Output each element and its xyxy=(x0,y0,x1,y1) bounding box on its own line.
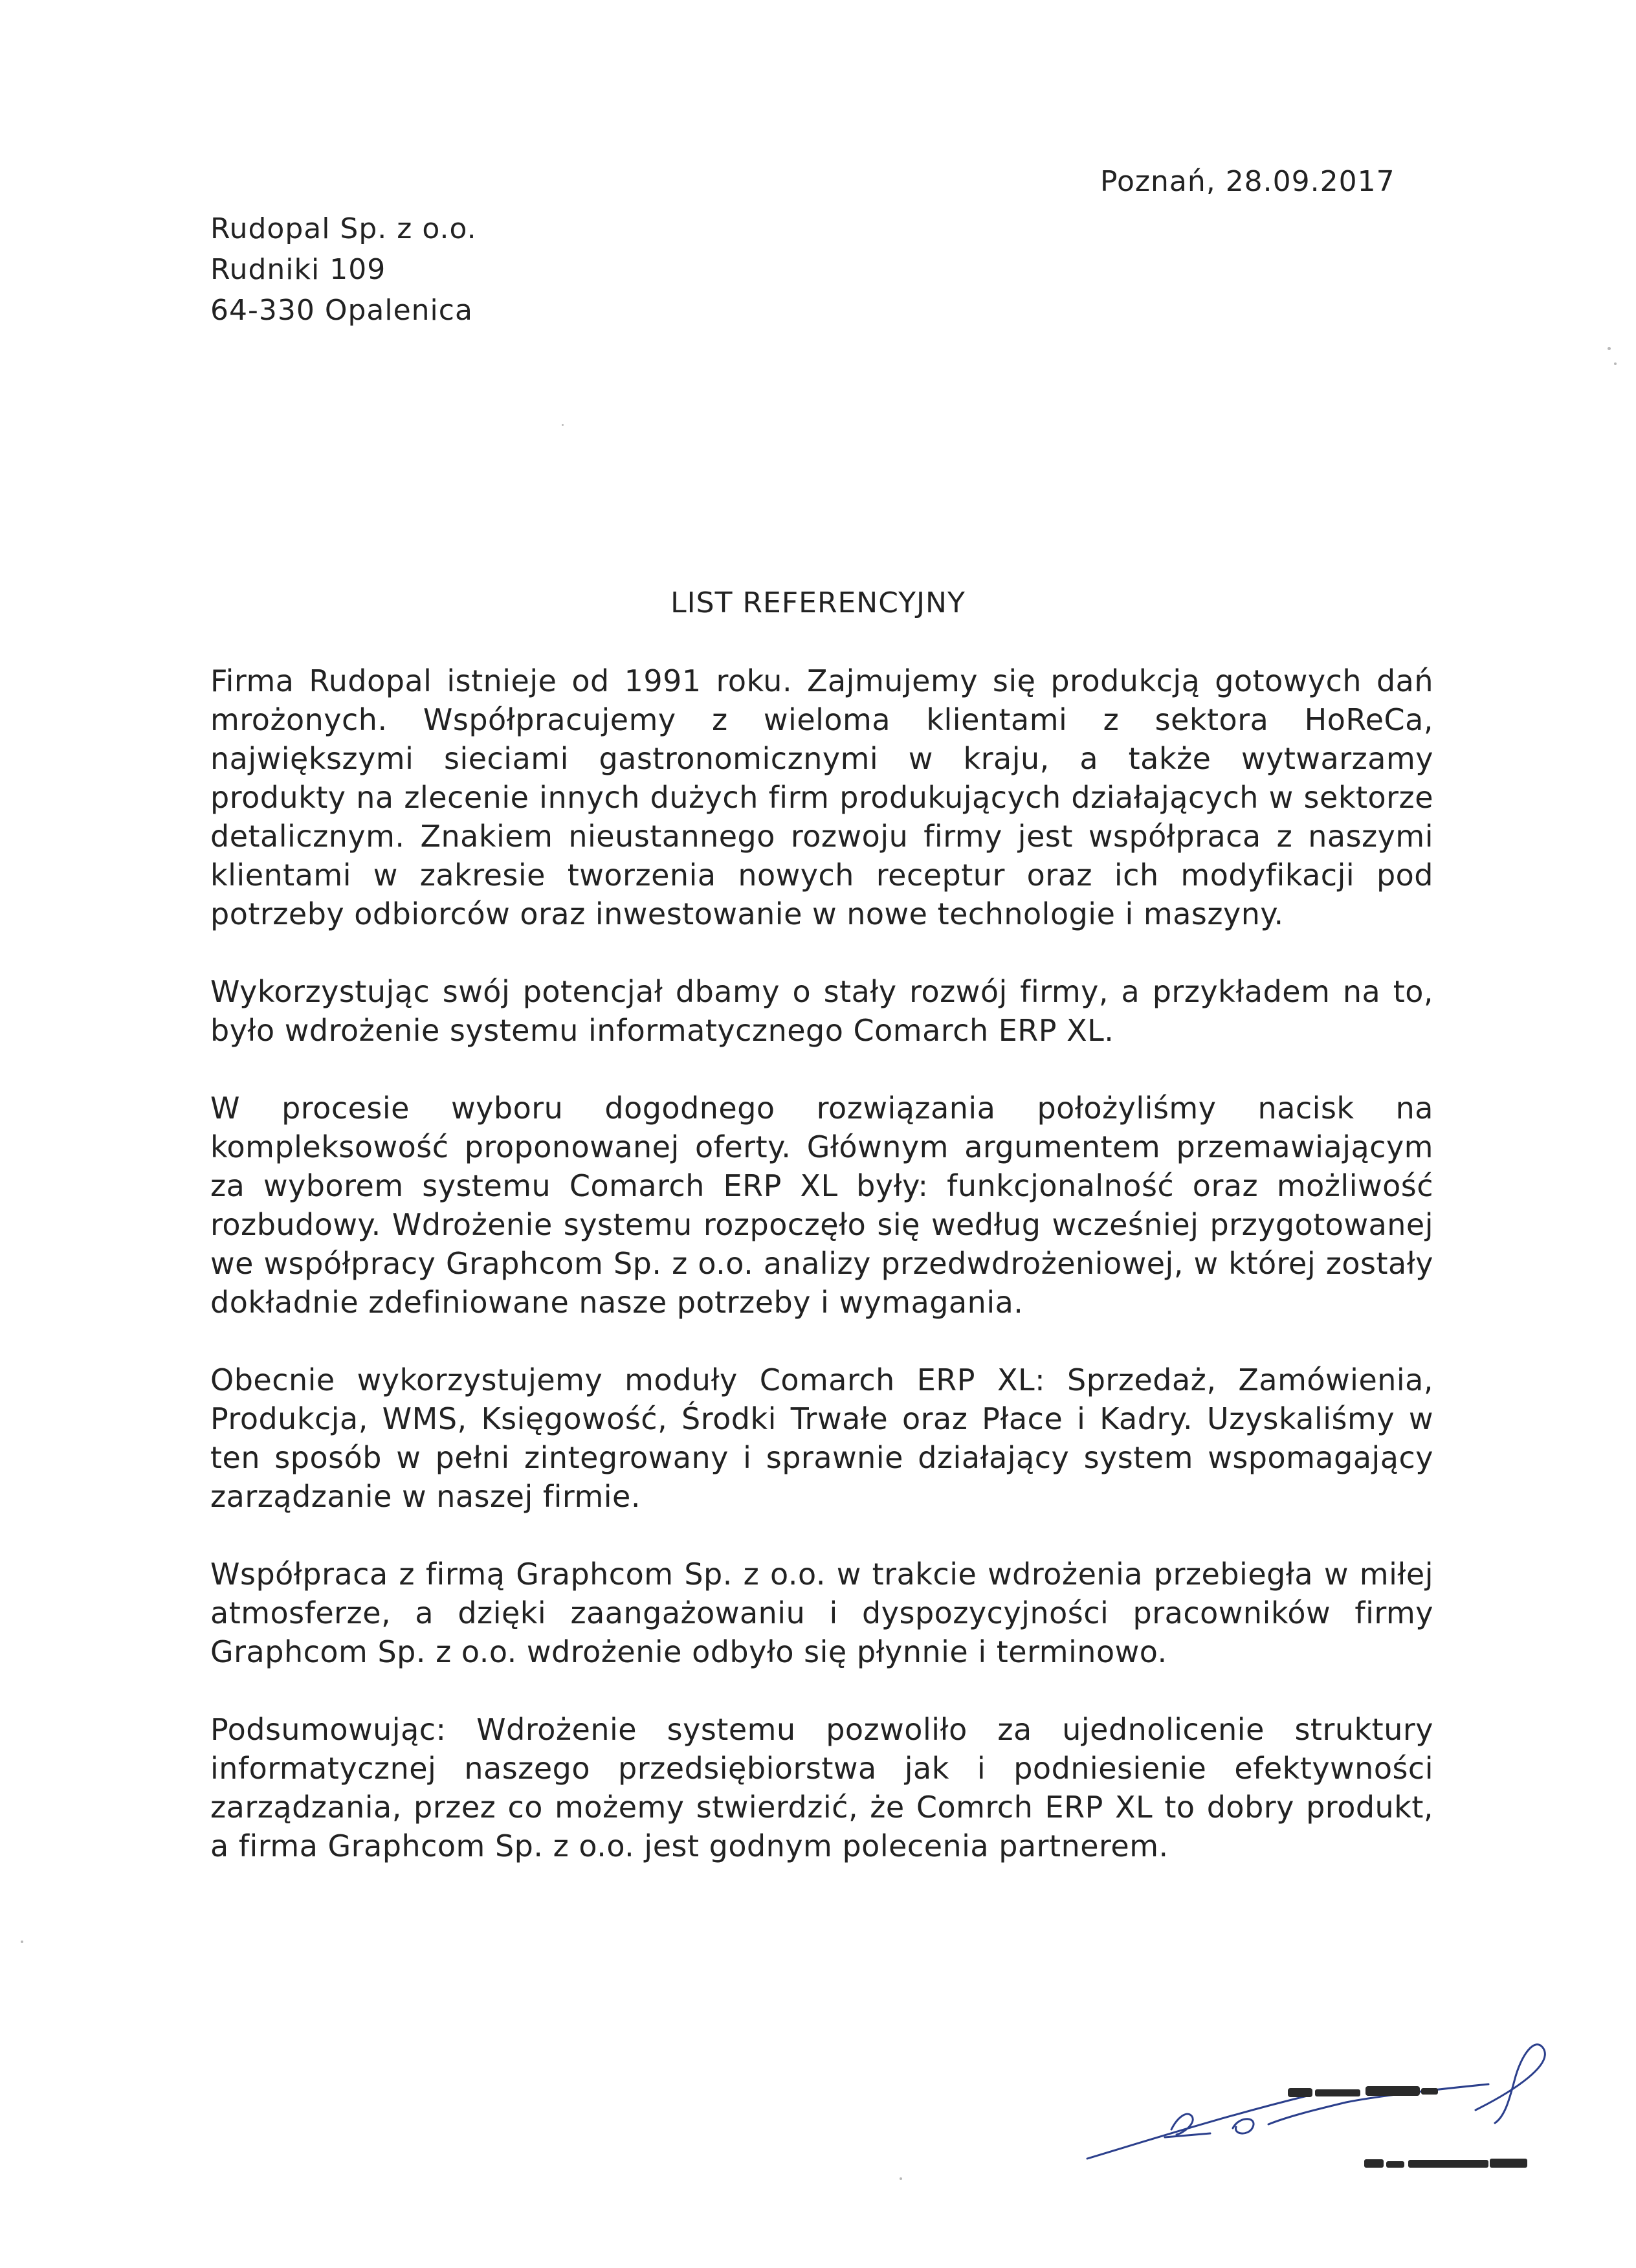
recipient-address xyxy=(210,208,477,331)
recipient-company: Rudopal Sp. z o.o. xyxy=(210,212,477,245)
handwritten-signature xyxy=(1074,2019,1566,2201)
date-line: Poznań, 28.09.2017 xyxy=(1100,165,1395,198)
scan-speck xyxy=(562,424,564,426)
scan-speck xyxy=(1614,362,1617,365)
letter-title: LIST REFERENCYJNY xyxy=(670,586,966,619)
paragraph-company-intro: Firma Rudopal istnieje od 1991 roku. Zajmujemy się produkcją gotowych dań mrożonych. Współpracujemy z wieloma klientami z sektora HoReCa, największymi sieciami gastronomicznymi w kraju, a także wytwarzamy produkty na zlecenie innych dużych firm produkujących działających w sektorze detalicznym. Znakiem nieustannego rozwoju firmy jest współpraca z naszymi klientami w zakresie tworzenia nowych receptur oraz ich modyfikacji pod potrzeby odbiorców oraz inwestowanie w nowe technologie i maszyny. xyxy=(210,663,1433,931)
paragraph-summary: Podsumowując: Wdrożenie systemu pozwoliło za ujednolicenie struktury informatycznej naszego przedsiębiorstwa jak i podniesienie efektywności zarządzania, przez co możemy stwierdzić, że Comrch ERP XL to dobry produkt, a firma Graphcom Sp. z o.o. jest godnym polecenia partnerem. xyxy=(210,1712,1433,1863)
signature-stamp xyxy=(1074,2019,1566,2201)
recipient-city: 64-330 Opalenica xyxy=(210,294,473,327)
scan-speck xyxy=(21,1940,23,1943)
paragraph-modules: Obecnie wykorzystujemy moduły Comarch ERP XL: Sprzedaż, Zamówienia, Produkcja, WMS, Księgowość, Środki Trwałe oraz Płace i Kadry. Uzyskaliśmy w ten sposób w pełni zintegrowany i sprawnie działający system wspomagający zarządzanie w naszej firmie. xyxy=(210,1362,1433,1514)
recipient-street: Rudniki 109 xyxy=(210,253,386,286)
scan-speck xyxy=(900,2177,902,2180)
paragraph-cooperation: Współpraca z firmą Graphcom Sp. z o.o. w trakcie wdrożenia przebiegła w miłej atmosferze, a dzięki zaangażowaniu i dyspozycyjności pracowników firmy Graphcom Sp. z o.o. wdrożenie odbyło się płynnie i terminowo. xyxy=(210,1557,1433,1669)
paragraph-selection-process: W procesie wyboru dogodnego rozwiązania położyliśmy nacisk na kompleksowość proponowanej oferty. Głównym argumentem przemawiającym za wyborem systemu Comarch ERP XL były: funkcjonalność oraz możliwość rozbudowy. Wdrożenie systemu rozpoczęło się według wcześniej przygotowanej we współpracy Graphcom Sp. z o.o. analizy przedwdrożeniowej, w której zostały dokładnie zdefiniowane nasze potrzeby i wymagania. xyxy=(210,1091,1433,1320)
scan-speck xyxy=(1608,347,1611,350)
letter-body xyxy=(210,662,1433,1904)
paragraph-erp-implementation: Wykorzystując swój potencjał dbamy o stały rozwój firmy, a przykładem na to, było wdrożenie systemu informatycznego Comarch ERP XL. xyxy=(210,974,1433,1048)
